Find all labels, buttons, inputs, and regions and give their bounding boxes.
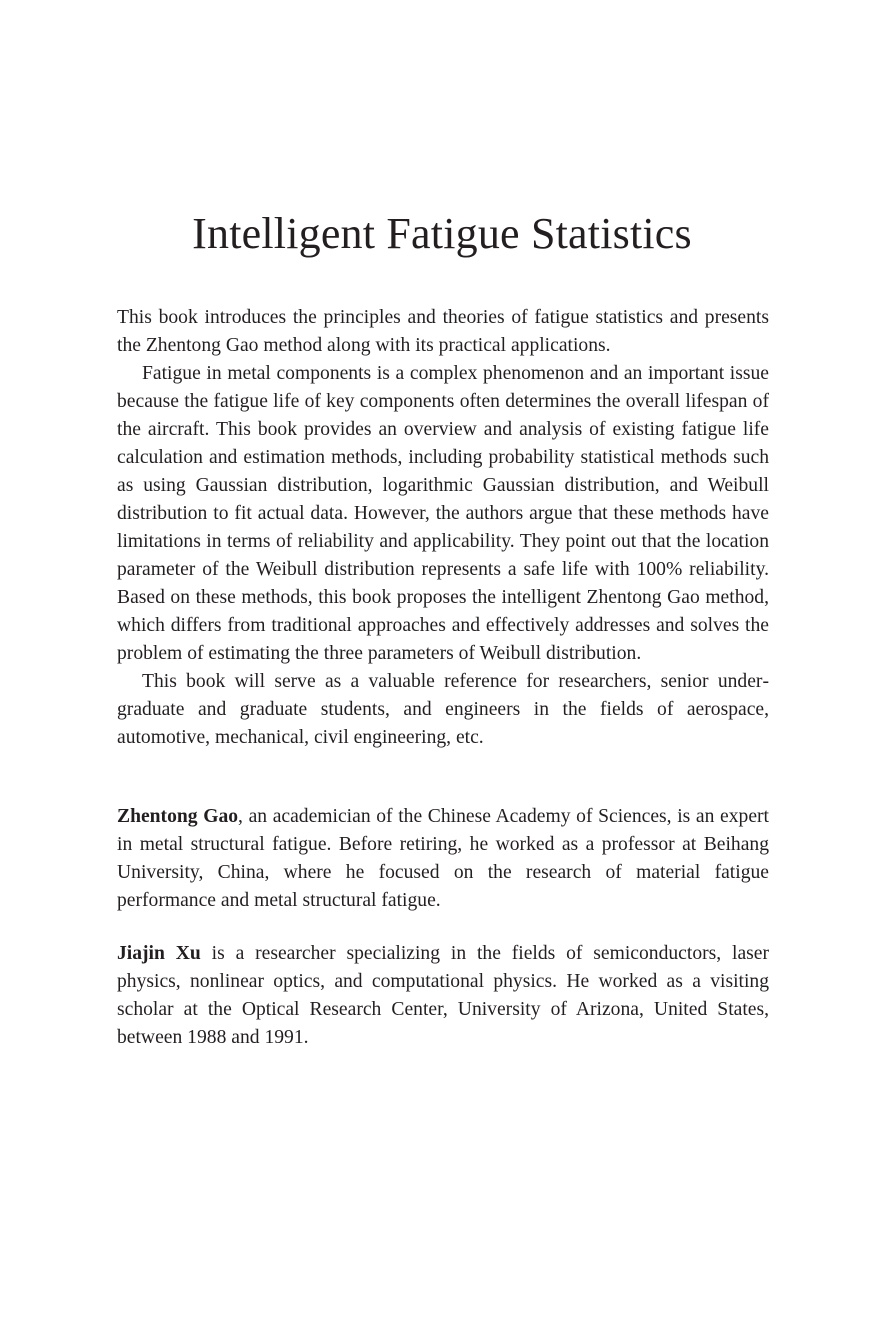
description-paragraph: This book will serve as a valuable reference for researchers, senior undergraduate and graduate students, and engineers in the fields of aerospace, automotive, mechanical, civil engineering, etc. bbox=[117, 671, 769, 748]
book-title: Intelligent Fatigue Statistics bbox=[192, 209, 692, 258]
author-bio-paragraph bbox=[117, 940, 769, 1052]
author-bio-paragraph bbox=[117, 803, 769, 915]
author-name: Jiajin Xu bbox=[117, 943, 201, 964]
author-bio bbox=[117, 803, 769, 915]
author-name: Zhentong Gao bbox=[117, 806, 239, 827]
description-paragraph: Fatigue in metal components is a complex phenomenon and an important issue because the fatigue life of key components often determines the overall lifespan of the aircraft. This book provides an overview and analysis of existing fatigue life calculation and estimation methods, including probability statistical methods such as using Gaussian distribution, logarithmic Gaussian distribution, and Weibull distribution to fit actual data. However, the authors argue that these methods have limitations in terms of reliability and applicability. They point out that the location parameter of the Weibull distribution represents a safe life with 100% reliability. Based on these methods, this book proposes the intelligent Zhentong Gao method, which differs from traditional approaches and effectively addresses and solves the problem of estimating the three parameters of Weibull distribution. bbox=[117, 363, 769, 664]
author-bio-text: is a researcher specializing in the fields of semiconductors, laser physics, nonlinear optics, and computational physics. He worked as a visiting scholar at the Optical Research Center, University of Arizona, United States, between 1988 and 1991. bbox=[117, 943, 770, 1048]
author-bio-text: , an academician of the Chinese Academy of Sciences, is an expert in metal structural fatigue. Before retiring, he worked as a professor at Beihang University, China, where he focused on the research of material fatigue performance and metal structural fatigue. bbox=[117, 806, 769, 911]
description-paragraph: This book introduces the principles and theories of fatigue statistics and presents the Zhentong Gao method along with its practical applications. bbox=[117, 307, 769, 356]
book-description bbox=[117, 304, 769, 752]
author-bio bbox=[117, 940, 769, 1052]
